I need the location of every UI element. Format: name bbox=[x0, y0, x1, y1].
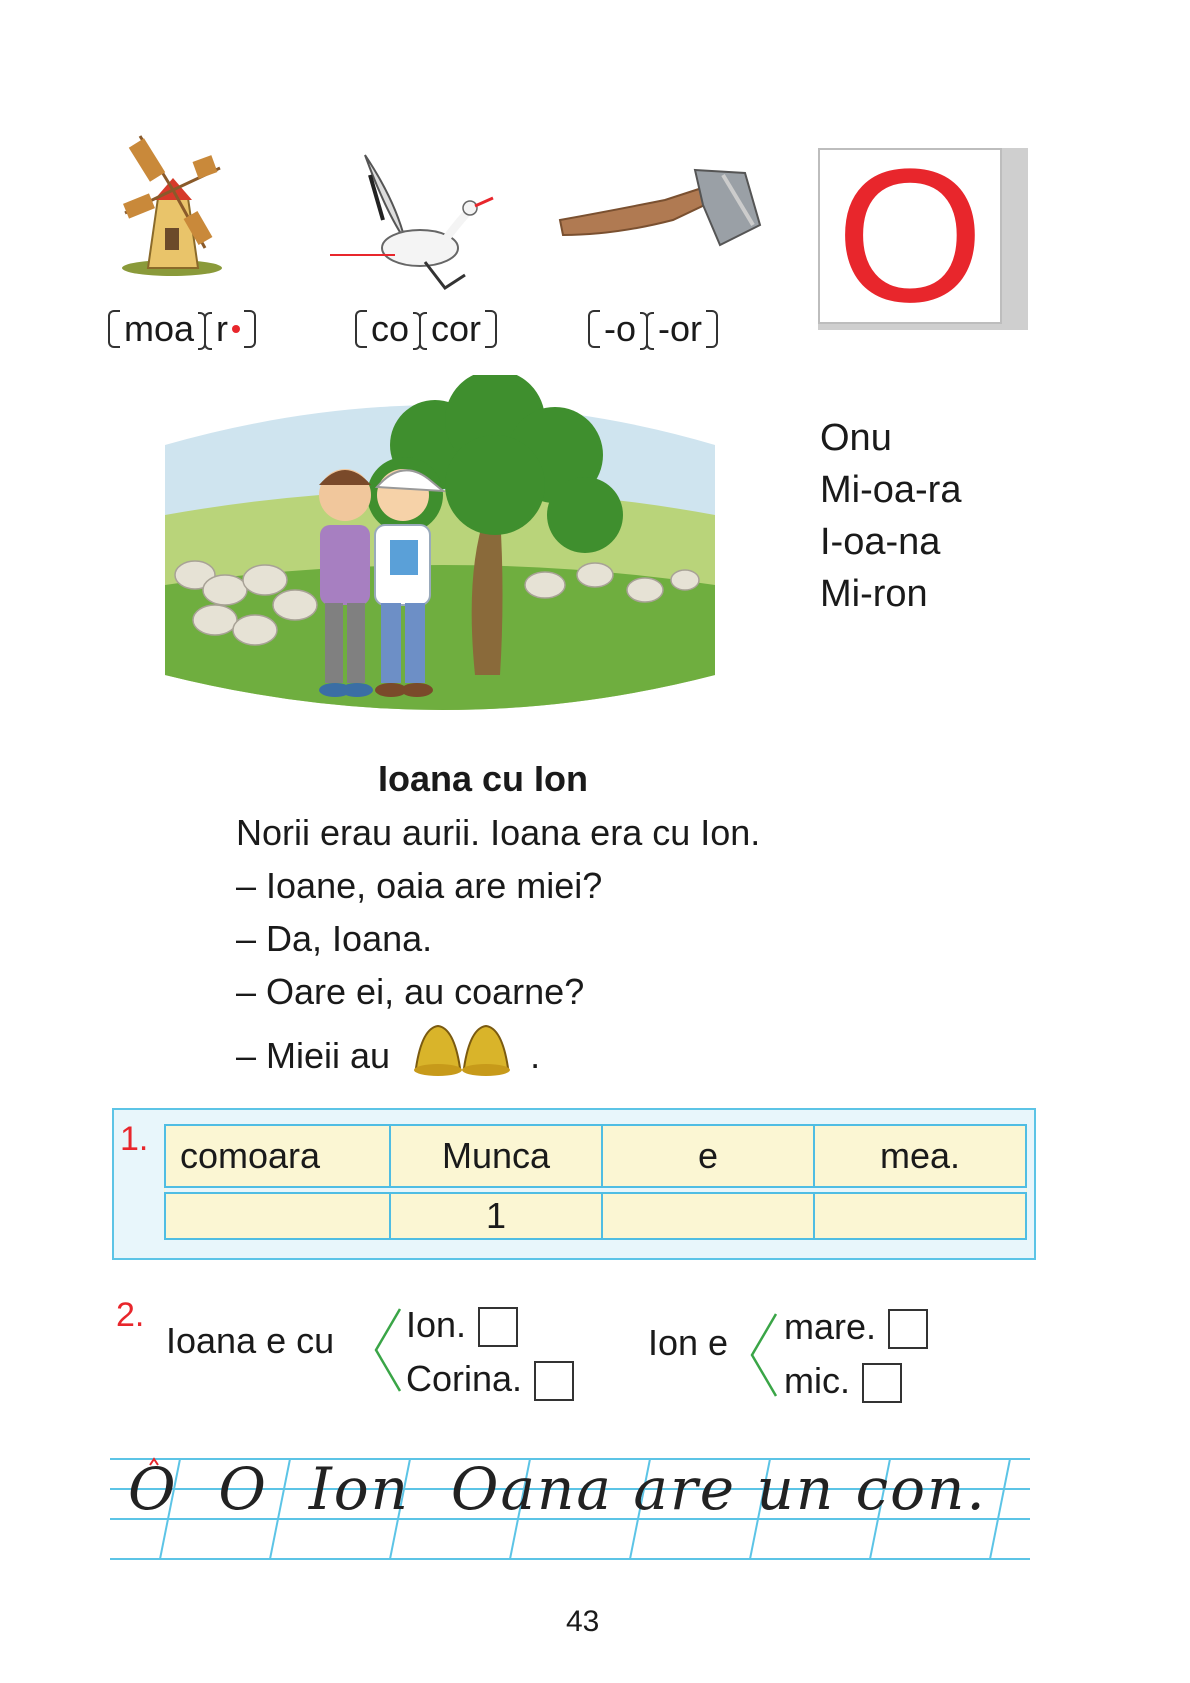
word-cell: comoara bbox=[165, 1125, 390, 1187]
option-checkbox[interactable] bbox=[862, 1363, 902, 1403]
syllables-windmill bbox=[108, 308, 256, 350]
question-2-options bbox=[784, 1300, 928, 1408]
stork-icon bbox=[325, 150, 495, 290]
names-list bbox=[820, 412, 961, 620]
story-line-text: – Mieii au bbox=[236, 1034, 391, 1076]
choice-bracket-icon bbox=[748, 1310, 778, 1405]
option-row bbox=[784, 1354, 928, 1408]
syllable: -or bbox=[658, 308, 703, 349]
exercise-2-number: 2. bbox=[116, 1296, 145, 1334]
option-label: Ion. bbox=[406, 1304, 467, 1345]
story-end-mark: . bbox=[530, 1034, 541, 1076]
name-item: Onu bbox=[820, 417, 892, 459]
bells-icon bbox=[408, 1018, 516, 1092]
windmill-icon bbox=[110, 128, 230, 278]
word-cell: mea. bbox=[814, 1125, 1026, 1187]
handwriting-lines bbox=[110, 1455, 1030, 1565]
syllable: cor bbox=[431, 308, 482, 349]
syllables-stork bbox=[355, 308, 497, 350]
axe-icon bbox=[555, 165, 765, 265]
story-line: – Oare ei, au coarne? bbox=[236, 971, 585, 1012]
story-line: Norii erau aurii. Ioana era cu Ion. bbox=[236, 812, 761, 853]
answer-cell[interactable]: 1 bbox=[390, 1193, 602, 1239]
answer-cell[interactable] bbox=[602, 1193, 814, 1239]
answer-cell[interactable] bbox=[165, 1193, 390, 1239]
story-line: – Da, Ioana. bbox=[236, 918, 433, 959]
syllables-axe bbox=[588, 308, 718, 350]
story-title: Ioana cu Ion bbox=[378, 758, 589, 799]
word-cell: e bbox=[602, 1125, 814, 1187]
word-cell: Munca bbox=[390, 1125, 602, 1187]
syllable: moa bbox=[124, 308, 195, 349]
option-checkbox[interactable] bbox=[478, 1307, 518, 1347]
option-checkbox[interactable] bbox=[888, 1309, 928, 1349]
syllable: co bbox=[371, 308, 410, 349]
syllable: -o bbox=[604, 308, 637, 349]
letter-card bbox=[818, 130, 1028, 342]
name-item: I-oa-na bbox=[820, 521, 941, 563]
story-line bbox=[236, 1018, 760, 1092]
option-label: mare. bbox=[784, 1306, 877, 1347]
handwriting-sample: O O Ion Oana are un con. bbox=[128, 1455, 987, 1523]
option-label: mic. bbox=[784, 1360, 850, 1401]
name-item: Mi-oa-ra bbox=[820, 469, 962, 511]
syllable: r bbox=[216, 308, 229, 349]
question-1-options bbox=[406, 1298, 574, 1406]
answer-cell[interactable] bbox=[814, 1193, 1026, 1239]
children-meadow-illustration bbox=[155, 375, 725, 735]
question-1-stem: Ioana e cu bbox=[166, 1320, 335, 1361]
story-text bbox=[236, 806, 760, 1092]
word-order-table bbox=[164, 1124, 1027, 1240]
page-number: 43 bbox=[566, 1605, 600, 1638]
option-label: Corina. bbox=[406, 1358, 523, 1399]
name-item: Mi-ron bbox=[820, 573, 928, 615]
letter-o: O bbox=[836, 130, 984, 342]
option-row bbox=[784, 1300, 928, 1354]
story-line: – Ioane, oaia are miei? bbox=[236, 865, 603, 906]
option-checkbox[interactable] bbox=[534, 1361, 574, 1401]
exercise-1-box bbox=[112, 1108, 1036, 1260]
question-2-stem: Ion e bbox=[648, 1322, 729, 1363]
exercise-number: 1. bbox=[120, 1120, 149, 1158]
option-row bbox=[406, 1298, 574, 1352]
option-row bbox=[406, 1352, 574, 1406]
choice-bracket-icon bbox=[372, 1305, 402, 1400]
red-dot-icon bbox=[232, 325, 240, 333]
